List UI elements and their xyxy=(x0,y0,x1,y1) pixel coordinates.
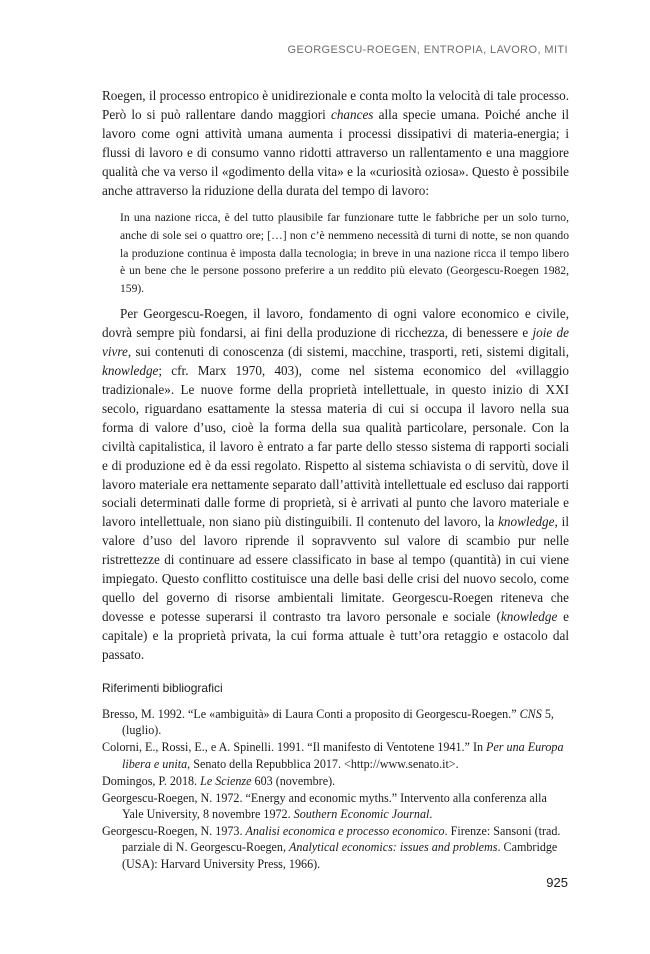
italic-text: joie de vivre xyxy=(102,325,569,360)
italic-text: Analytical economics: issues and problems xyxy=(289,840,498,855)
italic-text: chances xyxy=(330,106,374,122)
reference-item: Colorni, E., Rossi, E., e A. Spinelli. 1991. “Il manifesto di Ventotene 1941.” In Per una Europa libera e unita, Senato della Repubblica 2017. <http://www.senato.it>. xyxy=(102,740,564,771)
italic-text: knowledge xyxy=(102,363,159,379)
italic-text: Per una Europa libera e unita xyxy=(122,740,564,771)
block-quote: In una nazione ricca, è del tutto plausibile far funzionare tutte le fabbriche per un solo turno, anche di sole sei o quattro ore; […] non c’è nemmeno necessità di turni di notte, se non quando la produzione continua è imposta dalla tecnologia; in breve in una nazione ricca il tempo libero è un bene che le persone possono preferire a un reddito più elevato (Georgescu-Roegen 1982, 159). xyxy=(120,211,569,295)
paragraph-continuation: Roegen, il processo entropico è unidirezionale e conta molto la velocità di tale processo. Però lo si può rallentare dando maggiori chances alla specie umana. Poiché anche il lavoro come ogni attività umana aumenta i processi dissipativi di materia-energia; i flussi di lavoro e di consumo vanno ridotti attraverso un rallentamento e una maggiore qualità che va verso il «godimento della vita» e la «curiosità oziosa». Questo è possibile anche attraverso la riduzione della durata del tempo di lavoro: xyxy=(102,88,569,198)
body-text xyxy=(102,87,569,665)
reference-item: Domingos, P. 2018. Le Scienze 603 (novembre). xyxy=(102,773,336,788)
paragraph-georgescu-roegen-lavoro: Per Georgescu-Roegen, il lavoro, fondamento di ogni valore economico e civile, dovrà sempre più fondarsi, ai fini della produzione di ricchezza, di benessere e joie de vivre, sui contenuti di conoscenza (di sistemi, macchine, trasporti, reti, sistemi digitali, knowledge; cfr. Marx 1970, 403), come nel sistema economico del «villaggio tradizionale». Le nuove forme della proprietà intellettuale, in questo inizio di XXI secolo, riguardano esattamente la stessa materia di cui si occupa il lavoro nella sua forma di valore d’uso, cioè la forma della sua qualità particolare, personale. Con la civiltà capitalistica, il lavoro è entrato a far parte dello stesso sistema di rapporti sociali e di produzione ed è da essi regolato. Rispetto al sistema schiavista o di servitù, dove il lavoro materiale era nettamente separato dall’attività intellettuale ed escluso dai rapporti sociali determinati dalle forme di proprietà, si è arrivati al punto che lavoro materiale e lavoro intellettuale, non siano più distinguibili. Il contenuto del lavoro, la knowledge, il valore d’uso del lavoro riprende il sopravvento sul valore di scambio pur nelle ristrettezze di continuare ad essere classificato in base al tempo (quantità) in cui viene impiegato. Questo conflitto costituisce una delle basi delle crisi del nuovo secolo, come quello del governo di risorse ambientali limitate. Georgescu-Roegen riteneva che dovesse e potesse superarsi il contrasto tra lavoro personale e sociale (knowledge e capitale) e la proprietà privata, la cui forma attuale è tutt’ora retaggio e ostacolo dal passato. xyxy=(102,306,570,662)
italic-text: Le Scienze xyxy=(200,773,252,788)
italic-text: Analisi economica e processo economico xyxy=(245,823,445,838)
italic-text: Southern Economic Journal xyxy=(293,806,430,821)
references-heading: Riferimenti bibliografici xyxy=(102,681,223,695)
italic-text: knowledge xyxy=(500,608,558,624)
page-number: 925 xyxy=(546,875,568,890)
references-list xyxy=(102,706,569,873)
running-header: GEORGESCU-ROEGEN, ENTROPIA, LAVORO, MITI xyxy=(287,44,568,56)
reference-item: Georgescu-Roegen, N. 1973. Analisi economica e processo economico. Firenze: Sansoni (trad. parziale di N. Georgescu-Roegen, Analytical economics: issues and problems. Cambridge (USA): Harvard University Press, 1966). xyxy=(102,823,561,871)
italic-text: CNS xyxy=(519,707,542,721)
italic-text: knowledge xyxy=(498,514,555,530)
reference-item: Bresso, M. 1992. “Le «ambiguità» di Laura Conti a proposito di Georgescu-Roegen.” CNS 5, (luglio). xyxy=(102,707,554,738)
reference-item: Georgescu-Roegen, N. 1972. “Energy and economic myths.” Intervento alla conferenza alla Yale University, 8 novembre 1972. Southern Economic Journal. xyxy=(102,790,547,821)
